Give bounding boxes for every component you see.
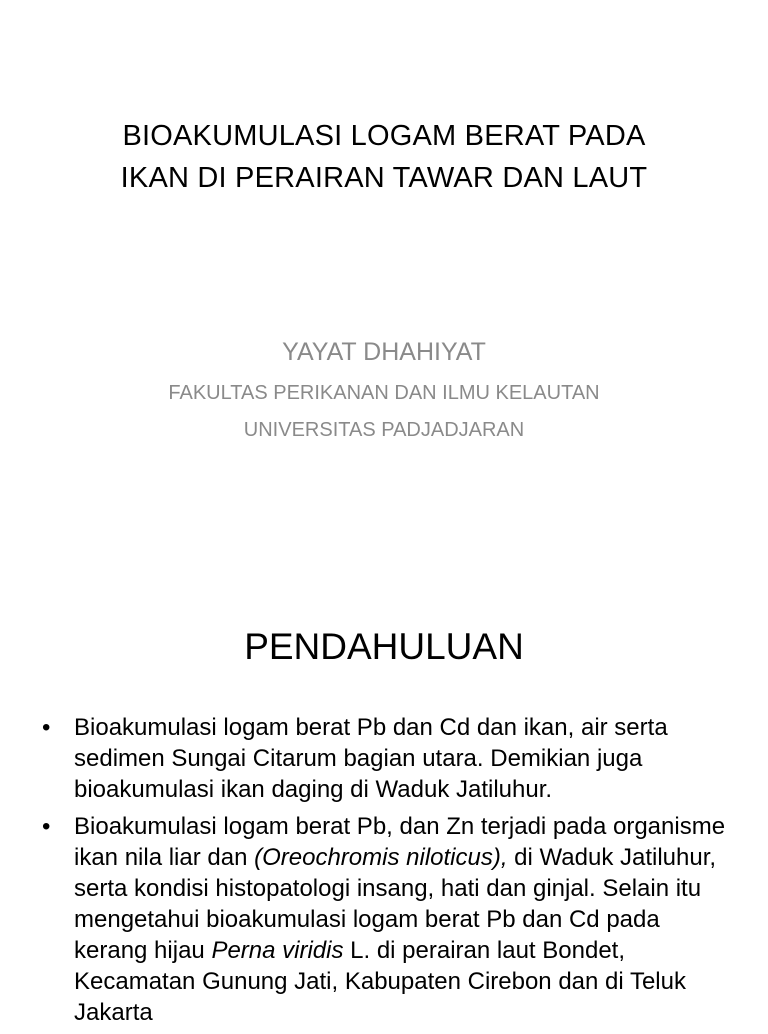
bullet-text: Bioakumulasi logam berat Pb dan Cd dan ikan, air serta sedimen Sungai Citarum bagian utara. Demikian juga bioakumulasi ikan daging di Waduk Jatiluhur.: [74, 714, 668, 803]
introduction-slide: [0, 576, 768, 1024]
slide-title-line-1: BIOAKUMULASI LOGAM BERAT PADA: [122, 120, 646, 152]
bullet-icon: •: [42, 714, 51, 741]
species-name-tilapia: (Oreochromis niloticus),: [254, 844, 508, 871]
slide-title: [70, 115, 698, 199]
university-name: UNIVERSITAS PADJADJARAN: [243, 419, 525, 441]
species-name-green-mussel: Perna viridis: [211, 937, 344, 964]
bullet-icon: •: [42, 813, 51, 840]
bullet-list: [40, 712, 730, 1034]
slide-title-line-2: IKAN DI PERAIRAN TAWAR DAN LAUT: [120, 162, 648, 194]
section-title: PENDAHULUAN: [244, 626, 524, 667]
bullet-item: [40, 712, 730, 805]
bullet-text-part-3: L. di perairan laut Bondet, Kecamatan Gunung Jati, Kabupaten Cirebon dan di Teluk Jakarta: [74, 937, 686, 1026]
faculty-name: FAKULTAS PERIKANAN DAN ILMU KELAUTAN: [168, 382, 600, 404]
bullet-item: [40, 811, 730, 1028]
bullet-text-part-2: di Waduk Jatiluhur, serta kondisi histopatologi insang, hati dan ginjal. Selain itu mengetahui bioakumulasi logam berat Pb dan Cd pada kerang hijau: [74, 844, 717, 964]
author-name: YAYAT DHAHIYAT: [282, 338, 486, 366]
bullet-text-part-1: Bioakumulasi logam berat Pb, dan Zn terjadi pada organisme ikan nila liar dan: [74, 813, 726, 871]
